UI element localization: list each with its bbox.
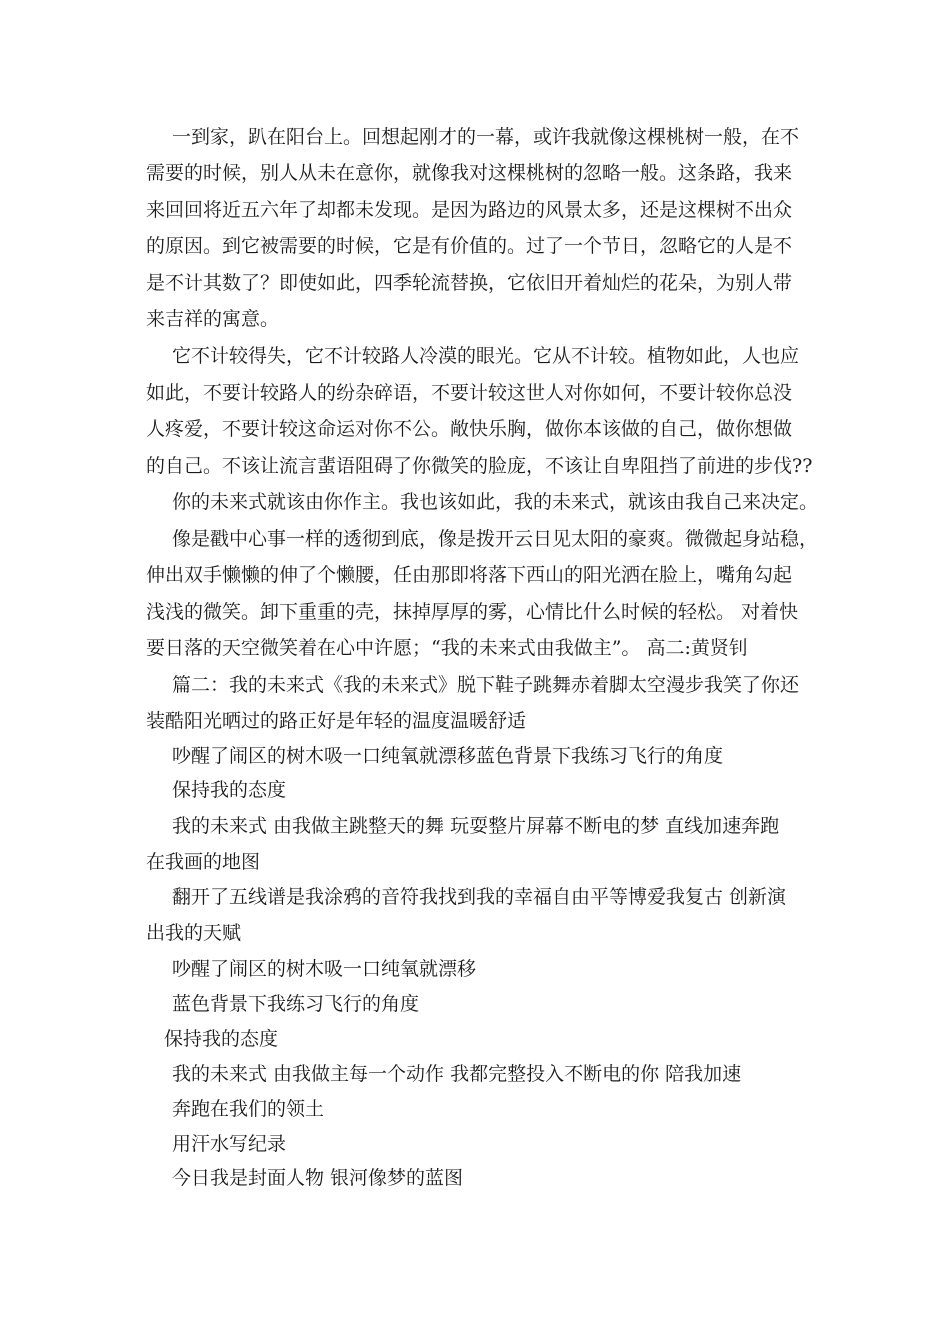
text-line: 人疼爱，不要计较这命运对你不公。敞快乐胸，做你本该做的自己，做你想做 [146,418,793,440]
text-line: 蓝色背景下我练习飞行的角度 [172,993,420,1015]
text-line: 吵醒了闹区的树木吸一口纯氧就漂移蓝色背景下我练习飞行的角度 [172,745,724,767]
text-line: 今日我是封面人物 银河像梦的蓝图 [172,1167,464,1189]
text-line: 如此，不要计较路人的纷杂碎语，不要计较这世人对你如何，不要计较你总没 [146,382,793,404]
text-line: 的原因。到它被需要的时候，它是有价值的。过了一个节日，忽略它的人是不 [146,235,793,257]
text-line: 吵醒了闹区的树木吸一口纯氧就漂移 [172,958,477,980]
text-line: 是不计其数了？即使如此，四季轮流替换，它依旧开着灿烂的花朵，为别人带 [146,272,793,294]
text-line: 篇二：我的未来式《我的未来式》脱下鞋子跳舞赤着脚太空漫步我笑了你还 [172,674,800,696]
text-line: 来回回将近五六年了却都未发现。是因为路边的风景太多，还是这棵树不出众 [146,199,793,221]
text-line: 装酷阳光晒过的路正好是年轻的温度温暖舒适 [146,710,527,732]
text-line: 来吉祥的寓意。 [146,308,280,330]
text-line: 保持我的态度 [172,779,287,801]
text-line: 用汗水写纪录 [172,1133,287,1155]
text-line: 我的未来式 由我做主每一个动作 我都完整投入不断电的你 陪我加速 [172,1063,742,1085]
text-line: 伸出双手懒懒的伸了个懒腰，任由那即将落下西山的阳光洒在脸上，嘴角勾起 [146,564,793,586]
text-line: 翻开了五线谱是我涂鸦的音符我找到我的幸福自由平等博爱我复古 创新演 [172,886,787,908]
text-line: 要日落的天空微笑着在心中许愿；“我的未来式由我做主”。 高二:黄贤钊 [146,637,748,659]
text-line: 我的未来式 由我做主跳整天的舞 玩耍整片屏幕不断电的梦 直线加速奔跑 [172,815,780,837]
text-line: 浅浅的微笑。卸下重重的壳，抹掉厚厚的雾，心情比什么时候的轻松。 对着快 [146,601,799,623]
text-line: 它不计较得失，它不计较路人冷漠的眼光。它从不计较。植物如此，人也应 [172,345,800,367]
text-line: 出我的天赋 [146,922,242,944]
text-line: 像是戳中心事一样的透彻到底，像是拨开云日见太阳的豪爽。微微起身站稳， [172,528,819,550]
text-line: 的自己。不该让流言蜚语阻碍了你微笑的脸庞，不该让自卑阻挡了前进的步伐?? [146,455,813,477]
text-line: 一到家，趴在阳台上。回想起刚才的一幕，或许我就像这棵桃树一般，在不 [172,126,800,148]
text-line: 你的未来式就该由你作主。我也该如此，我的未来式，就该由我自己来决定。 [172,491,819,513]
text-line: 奔跑在我们的领土 [172,1098,325,1120]
text-line: 保持我的态度 [164,1028,279,1050]
text-line: 需要的时候，别人从未在意你，就像我对这棵桃树的忽略一般。这条路，我来 [146,162,793,184]
text-line: 在我画的地图 [146,851,261,873]
